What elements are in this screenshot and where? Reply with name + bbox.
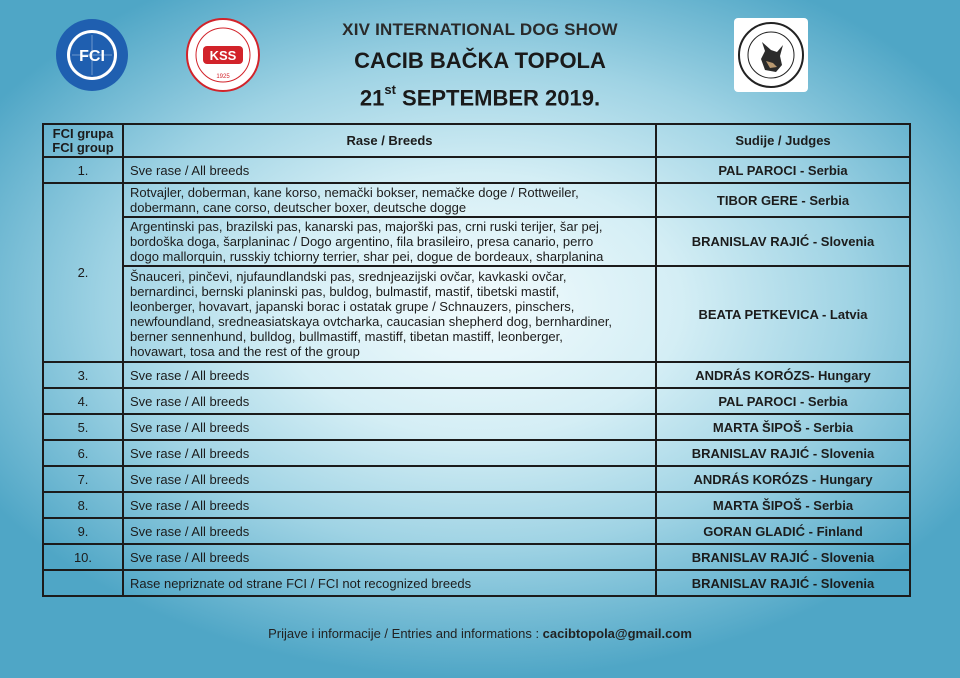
page-header <box>0 16 960 113</box>
breeds-cell: Argentinski pas, brazilski pas, kanarski pas, majorški pas, crni ruski terijer, šar pej, bordoška doga, šarplaninac / Dogo argentino, fila brasileiro, presa canario, perro dogo mallorquin, russkiy tchiorny terrier, shar pei, dogue de bordeaux, sharplanina <box>123 217 656 266</box>
judge-cell: GORAN GLADIĆ - Finland <box>656 518 910 544</box>
date-rest: SEPTEMBER 2019. <box>395 85 601 111</box>
table-row <box>43 217 910 266</box>
event-subtitle: CACIB BAČKA TOPOLA <box>354 48 606 73</box>
judge-cell: PAL PAROCI - Serbia <box>656 388 910 414</box>
breeds-cell: Sve rase / All breeds <box>123 388 656 414</box>
kss-logo-text: KSS <box>209 48 237 63</box>
group-cell: 5. <box>43 414 123 440</box>
footer-contact <box>0 626 960 641</box>
breeds-cell: Sve rase / All breeds <box>123 440 656 466</box>
table-row <box>43 266 910 362</box>
breeds-cell: Sve rase / All breeds <box>123 518 656 544</box>
group-cell: 9. <box>43 518 123 544</box>
table-row <box>43 362 910 388</box>
table-row <box>43 518 910 544</box>
table-row <box>43 183 910 217</box>
kss-logo-year: 1925 <box>216 74 230 80</box>
table-row <box>43 492 910 518</box>
breeds-cell: Sve rase / All breeds <box>123 414 656 440</box>
footer-label: Prijave i informacije / Entries and informations : <box>268 626 543 641</box>
judge-cell: ANDRÁS KORÓZS- Hungary <box>656 362 910 388</box>
judges-table <box>42 123 911 597</box>
breeds-cell: Rase nepriznate od strane FCI / FCI not recognized breeds <box>123 570 656 596</box>
breeds-cell: Sve rase / All breeds <box>123 544 656 570</box>
header-judges: Sudije / Judges <box>656 124 910 157</box>
date-day: 21 <box>359 85 385 111</box>
table-row <box>43 388 910 414</box>
judge-cell: PAL PAROCI - Serbia <box>656 157 910 183</box>
judge-cell: BEATA PETKEVICA - Latvia <box>656 266 910 362</box>
table-row <box>43 440 910 466</box>
judge-cell: BRANISLAV RAJIĆ - Slovenia <box>656 217 910 266</box>
group-cell: 8. <box>43 492 123 518</box>
breeds-cell: Sve rase / All breeds <box>123 466 656 492</box>
breeds-cell: Sve rase / All breeds <box>123 492 656 518</box>
table-header-row <box>43 124 910 157</box>
judge-cell: BRANISLAV RAJIĆ - Slovenia <box>656 570 910 596</box>
judge-cell: MARTA ŠIPOŠ - Serbia <box>656 414 910 440</box>
group-cell: 2. <box>43 183 123 362</box>
header-group: FCI grupa FCI group <box>43 124 123 157</box>
breeds-cell: Rotvajler, doberman, kane korso, nemački bokser, nemačke doge / Rottweiler, dobermann, cane corso, deutscher boxer, deutsche dogge <box>123 183 656 217</box>
date-suffix: st <box>384 82 396 97</box>
group-cell: 10. <box>43 544 123 570</box>
judge-cell: TIBOR GERE - Serbia <box>656 183 910 217</box>
judge-cell: BRANISLAV RAJIĆ - Slovenia <box>656 440 910 466</box>
judge-cell: ANDRÁS KORÓZS - Hungary <box>656 466 910 492</box>
judge-cell: BRANISLAV RAJIĆ - Slovenia <box>656 544 910 570</box>
table-row <box>43 157 910 183</box>
group-cell: 3. <box>43 362 123 388</box>
breeds-cell: Sve rase / All breeds <box>123 157 656 183</box>
event-date <box>0 78 960 113</box>
table-row <box>43 544 910 570</box>
fci-logo-text: FCI <box>79 48 105 65</box>
group-cell: 1. <box>43 157 123 183</box>
group-cell: 4. <box>43 388 123 414</box>
breeds-cell: Šnauceri, pinčevi, njufaundlandski pas, srednjeazijski ovčar, kavkaski ovčar, bernardinci, bernski planinski pas, buldog, bulmastif, mastif, tibetski mastif, leonberger, hovavart, japanski borac i ostatak grupe / Schnauzers, pinschers, newfoundland, sredneasiatskaya ovtcharka, caucasian shepherd dog, bernhardiner, berner sennenhund, bulldog, bullmastiff, mastiff, tibetan mastiff, leonberger, hovawart, tosa and the rest of the group <box>123 266 656 362</box>
contact-email[interactable]: cacibtopola@gmail.com <box>542 626 692 641</box>
header-breeds: Rase / Breeds <box>123 124 656 157</box>
table-row <box>43 466 910 492</box>
breeds-cell: Sve rase / All breeds <box>123 362 656 388</box>
table-row <box>43 570 910 596</box>
judge-cell: MARTA ŠIPOŠ - Serbia <box>656 492 910 518</box>
group-cell: 7. <box>43 466 123 492</box>
group-cell: 6. <box>43 440 123 466</box>
table-row <box>43 414 910 440</box>
event-title: XIV INTERNATIONAL DOG SHOW <box>342 20 618 39</box>
group-cell <box>43 570 123 596</box>
